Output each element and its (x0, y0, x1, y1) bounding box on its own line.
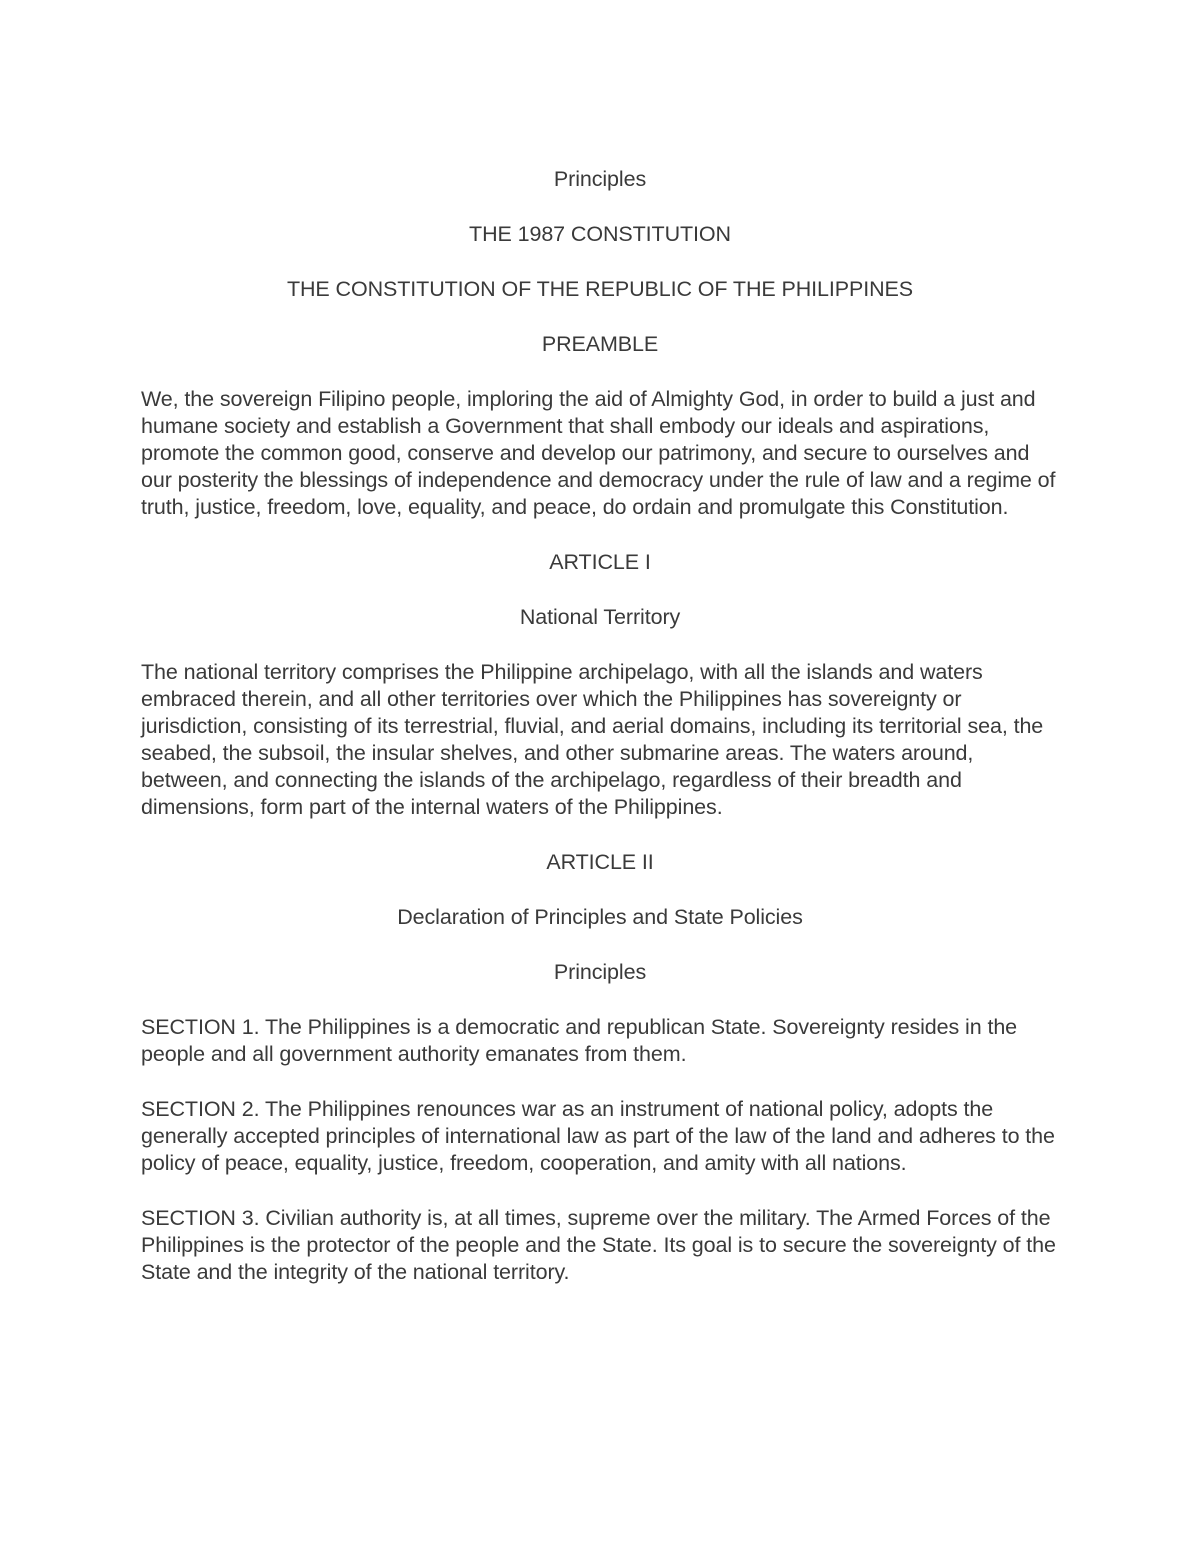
preamble-paragraph: We, the sovereign Filipino people, imploring the aid of Almighty God, in order to build a just and humane society and establish a Government that shall embody our ideals and aspirations, promote the common good, conserve and develop our patrimony, and secure to ourselves and our posterity the blessings of independence and democracy under the rule of law and a regime of truth, justice, freedom, love, equality, and peace, do ordain and promulgate this Constitution. (141, 387, 1056, 519)
heading-article-2: ARTICLE II (546, 850, 654, 874)
section-1-paragraph: SECTION 1. The Philippines is a democratic and republican State. Sovereignty resides in the people and all government authority emanates from them. (141, 1015, 1018, 1066)
heading-constitution-year: THE 1987 CONSTITUTION (469, 222, 731, 246)
document-page (141, 166, 1059, 1286)
article-2-subtitle: Principles (553, 960, 647, 984)
heading-preamble: PREAMBLE (541, 332, 659, 356)
section-3-paragraph: SECTION 3. Civilian authority is, at all times, supreme over the military. The Armed Forces of the Philippines is the protector of the people and the State. Its goal is to secure the sovereignty of the State and the integrity of the national territory. (141, 1206, 1056, 1284)
heading-principles: Principles (553, 167, 647, 191)
article-1-title: National Territory (519, 605, 681, 629)
heading-article-1: ARTICLE I (549, 550, 651, 574)
article-1-paragraph: The national territory comprises the Philippine archipelago, with all the islands and waters embraced therein, and all other territories over which the Philippines has sovereignty or jurisdiction, consisting of its terrestrial, fluvial, and aerial domains, including its territorial sea, the seabed, the subsoil, the insular shelves, and other submarine areas. The waters around, between, and connecting the islands of the archipelago, regardless of their breadth and dimensions, form part of the internal waters of the Philippines. (141, 660, 1044, 819)
article-2-title: Declaration of Principles and State Policies (397, 905, 803, 929)
heading-constitution-name: THE CONSTITUTION OF THE REPUBLIC OF THE PHILIPPINES (286, 277, 914, 301)
section-2-paragraph: SECTION 2. The Philippines renounces war as an instrument of national policy, adopts the generally accepted principles of international law as part of the law of the land and adheres to the policy of peace, equality, justice, freedom, cooperation, and amity with all nations. (141, 1097, 1055, 1175)
